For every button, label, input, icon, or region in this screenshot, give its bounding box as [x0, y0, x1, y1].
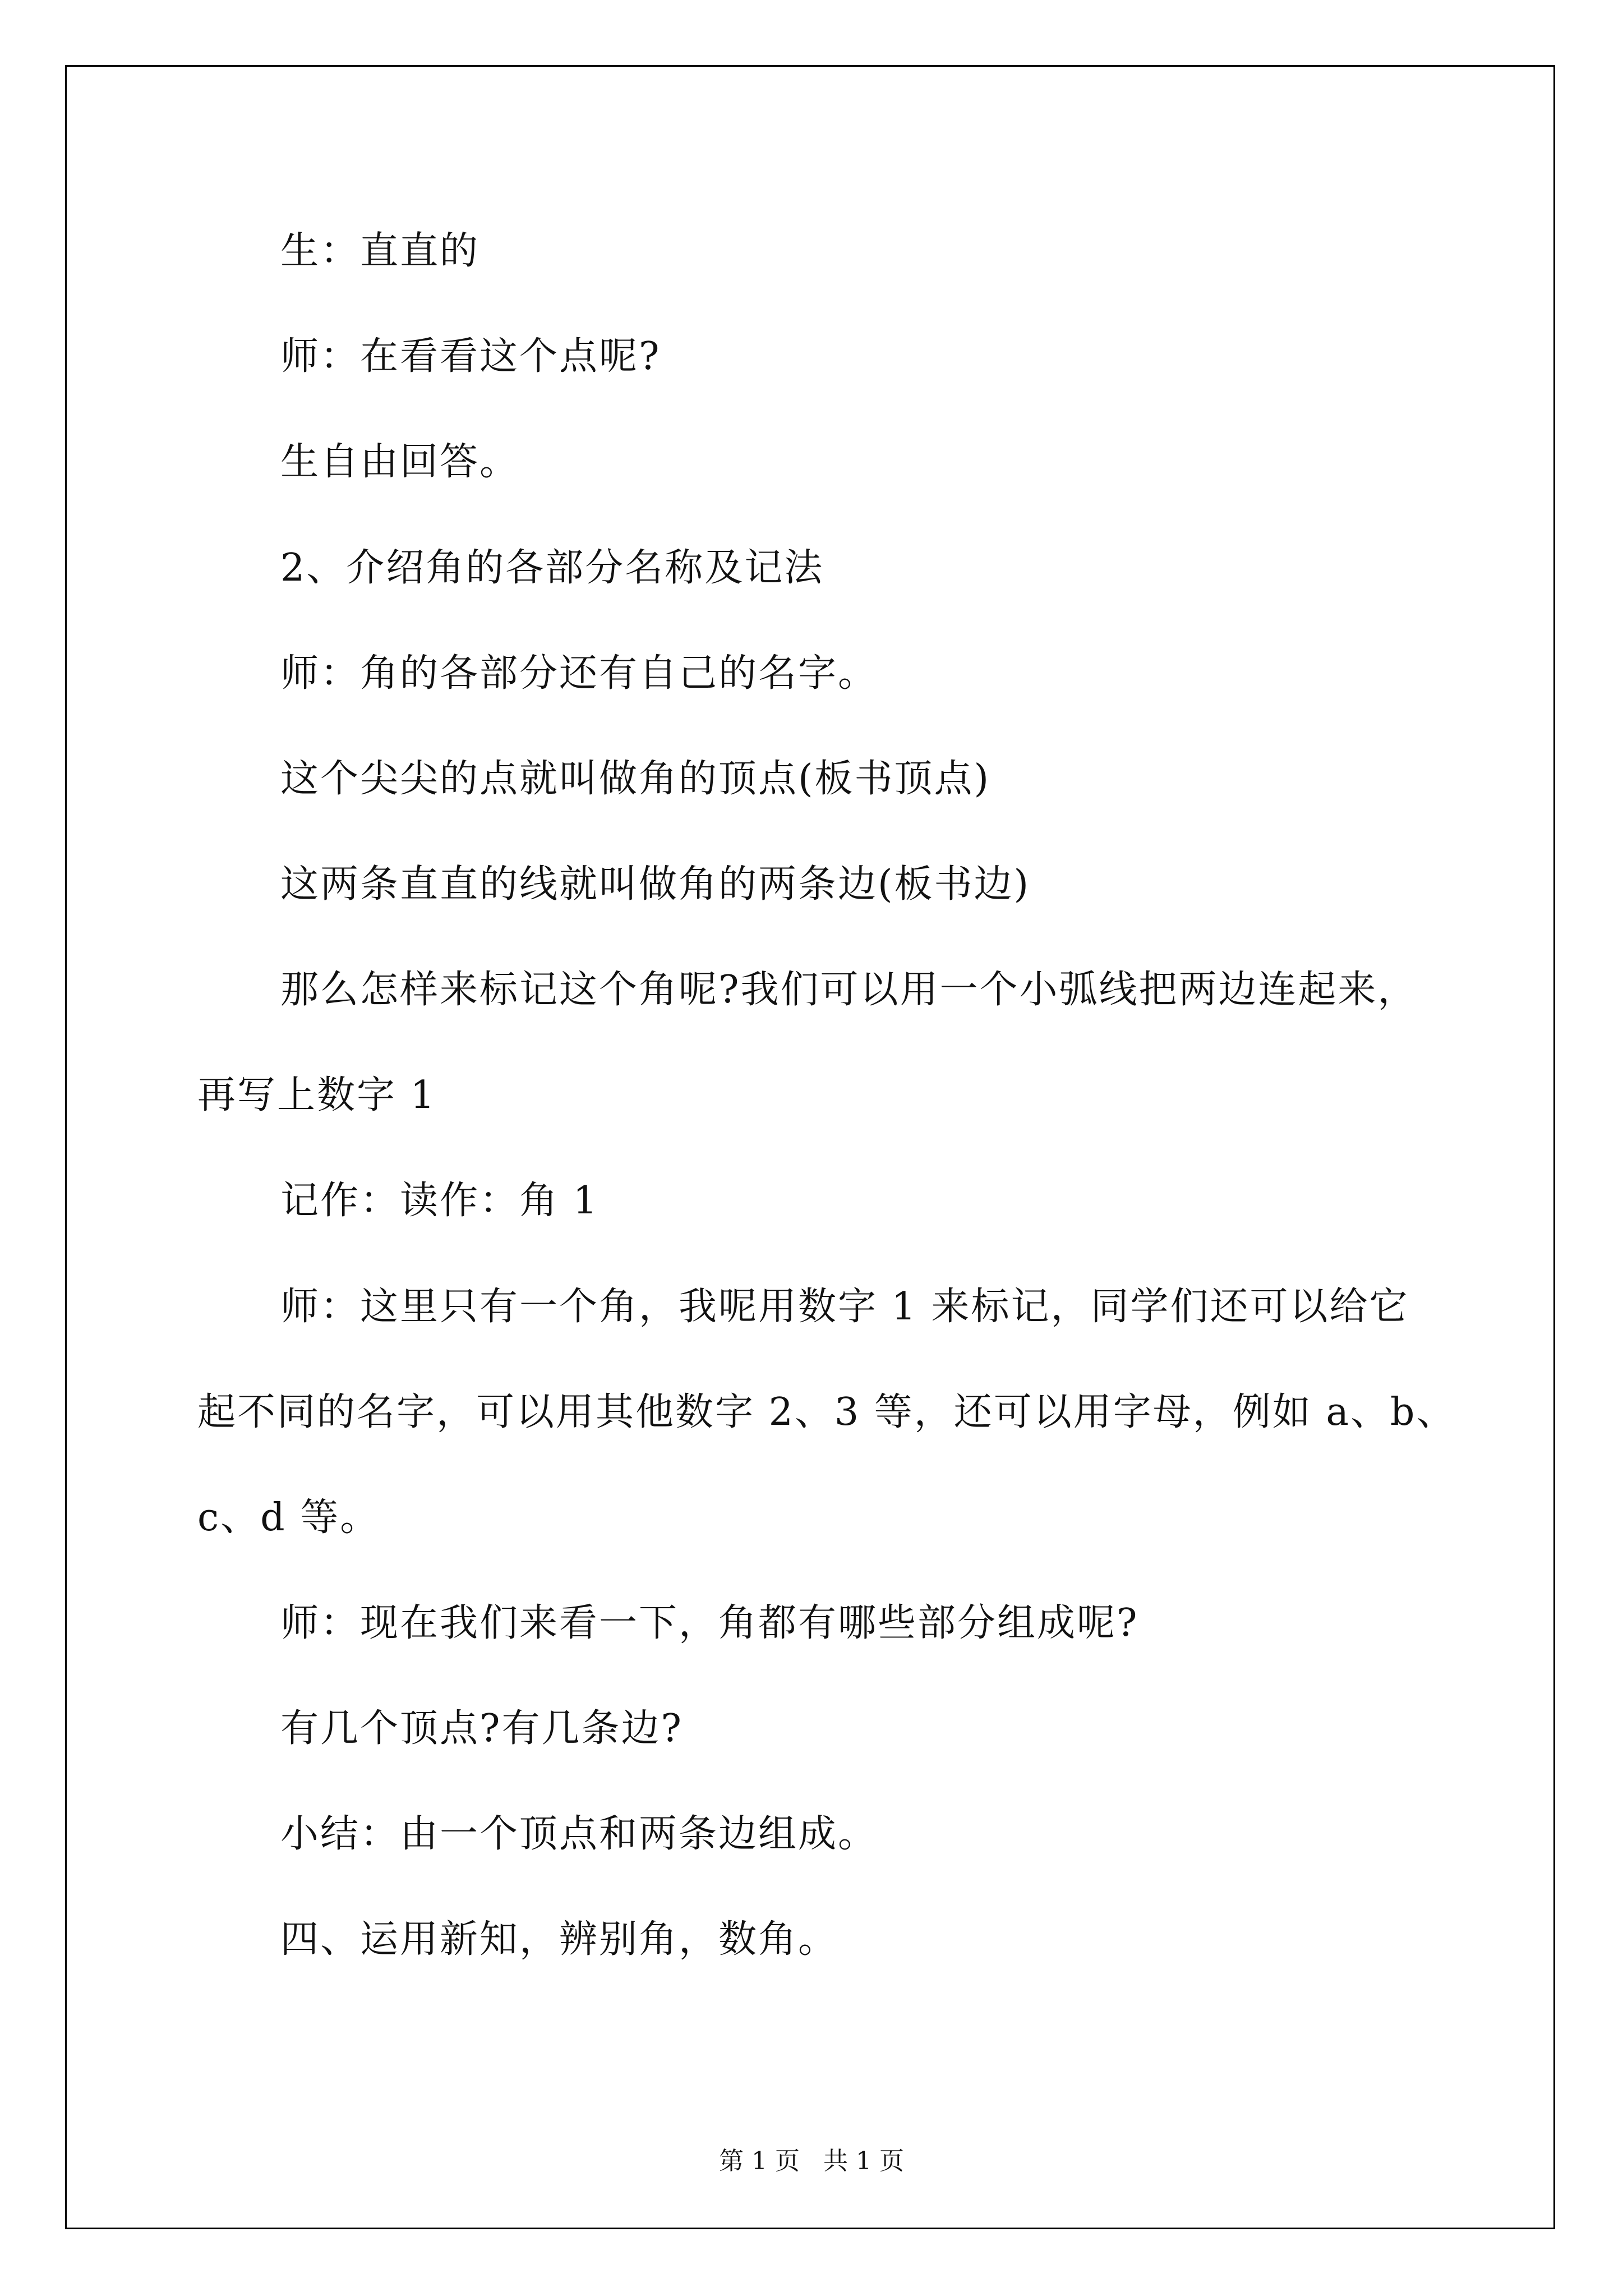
text-line: 起不同的名字，可以用其他数字 2、3 等，还可以用字母，例如 a、b、 [197, 1390, 1456, 1434]
text-line: 师：现在我们来看一下，角都有哪些部分组成呢? [280, 1601, 1139, 1645]
text-line: 这两条直直的线就叫做角的两条边(板书边) [280, 862, 1031, 907]
text-line: 师：在看看这个点呢? [280, 334, 661, 379]
page-border [65, 65, 1555, 2229]
text-line: 那么怎样来标记这个角呢?我们可以用一个小弧线把两边连起来， [280, 968, 1418, 1012]
page-footer: 第 1 页 共 1 页 [719, 2147, 904, 2175]
text-line: c、d 等。 [197, 1496, 380, 1540]
text-line: 再写上数字 1 [197, 1073, 436, 1117]
text-line: 2、介绍角的各部分名称及记法 [280, 546, 824, 590]
text-line: 小结：由一个顶点和两条边组成。 [280, 1812, 878, 1856]
text-line: 师：这里只有一个角，我呢用数字 1 来标记，同学们还可以给它 [280, 1285, 1409, 1329]
text-line: 四、运用新知，辨别角，数角。 [280, 1917, 838, 1962]
text-line: 有几个顶点?有几条边? [280, 1706, 683, 1751]
text-line: 这个尖尖的点就叫做角的顶点(板书顶点) [280, 757, 991, 801]
text-line: 生自由回答。 [280, 440, 520, 484]
text-line: 师：角的各部分还有自己的名字。 [280, 651, 878, 696]
text-line: 记作：读作：角 1 [280, 1179, 599, 1223]
text-line: 生：直直的 [280, 229, 480, 273]
